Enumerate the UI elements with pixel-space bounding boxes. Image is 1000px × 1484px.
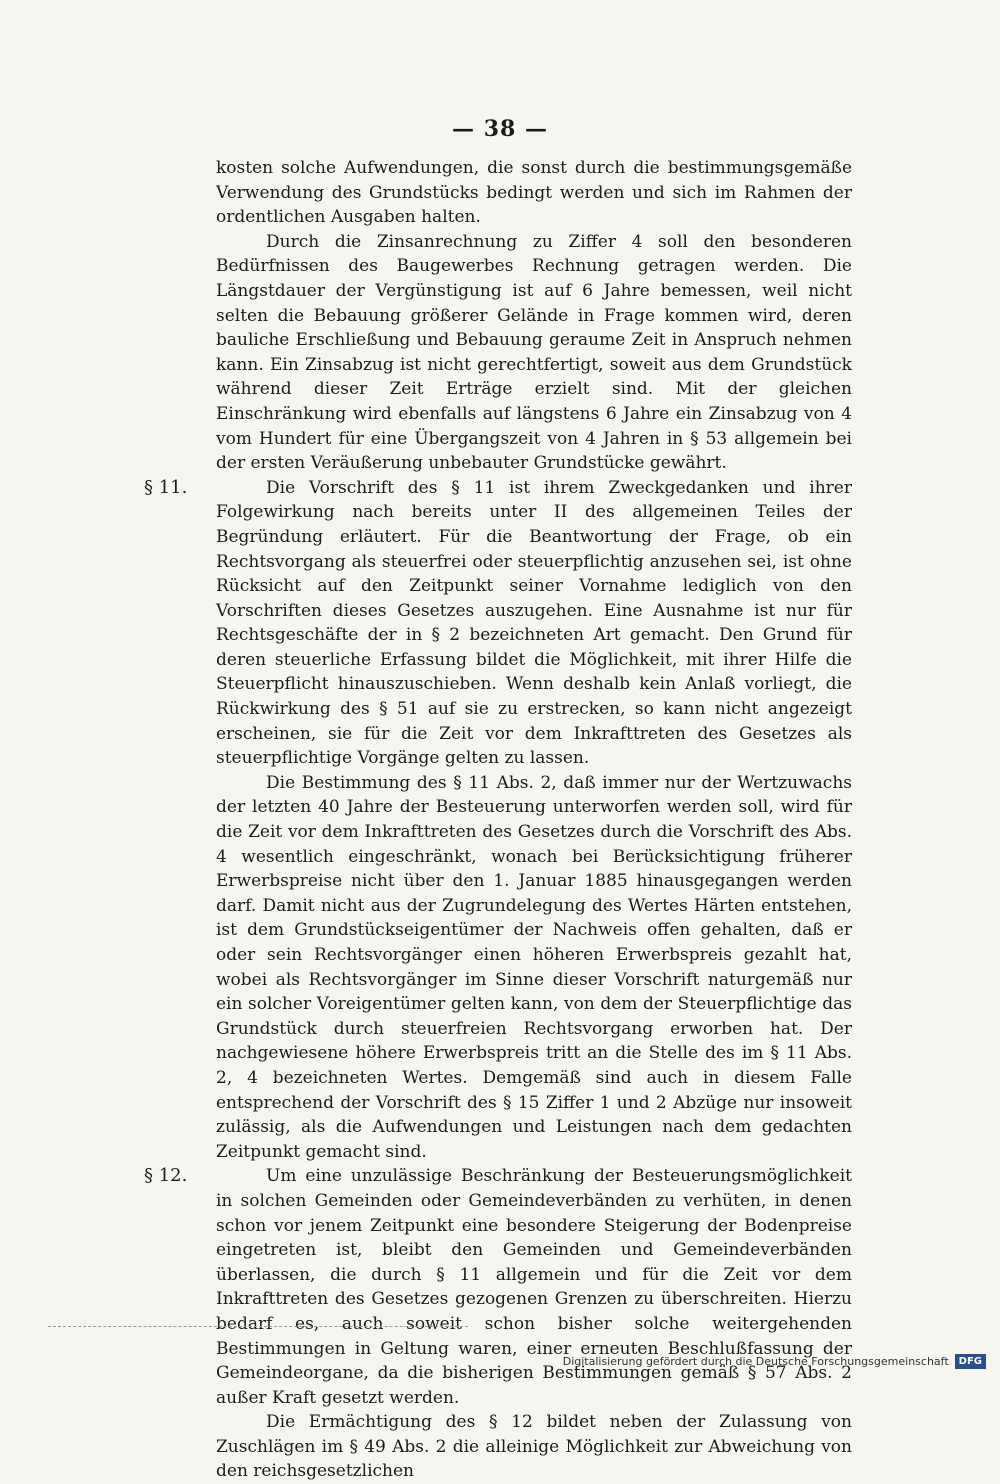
paragraph xyxy=(216,771,852,1165)
paragraph-section-11 xyxy=(144,476,852,771)
section-label: § 12. xyxy=(144,1165,188,1187)
paragraph-text: Durch die Zinsanrechnung zu Ziffer 4 soll den besonderen Bedürfnissen des Baugewerbes Rechnung getragen werden. Die Längstdauer der Vergünstigung ist auf 6 Jahre bemessen, weil nicht selten die Bebauung größerer Gelände in Frage kommen wird, deren bauliche Erschließung und Bebauung geraume Zeit in Anspruch nehmen kann. Ein Zinsabzug ist nicht gerechtfertigt, soweit aus dem Grundstück während dieser Zeit Erträge erzielt sind. Mit der gleichen Einschränkung wird ebenfalls auf längstens 6 Jahre ein Zinsabzug von 4 vom Hundert für eine Übergangszeit von 4 Jahren in § 53 allgemein bei der ersten Veräußerung unbebauter Grundstücke gewährt. xyxy=(216,231,852,474)
paragraph-text: Die Ermächtigung des § 12 bildet neben der Zulassung von Zuschlägen im § 49 Abs. 2 die alleinige Möglichkeit zur Abweichung von den reichsgesetzlichen xyxy=(216,1412,852,1482)
paragraph-section-12 xyxy=(144,1164,852,1410)
paragraph xyxy=(216,1410,852,1484)
dfg-logo-icon: DFG xyxy=(955,1354,986,1369)
paragraph-text: kosten solche Aufwendungen, die sonst durch die bestimmungsgemäße Verwendung des Grundstücks bedingt werden und sich im Rahmen der ordentlichen Ausgaben halten. xyxy=(216,158,852,228)
footer-rule xyxy=(48,1326,468,1327)
section-label: § 11. xyxy=(144,476,188,498)
footer-credit: Digitalisierung gefördert durch die Deutsche Forschungsgemeinschaft xyxy=(562,1355,949,1368)
footer xyxy=(563,1354,986,1369)
paragraph xyxy=(216,156,852,230)
paragraph-text: Die Bestimmung des § 11 Abs. 2, daß immer nur der Wertzuwachs der letzten 40 Jahre der Besteuerung unterworfen werden soll, wird für die Zeit vor dem Inkrafttreten des Gesetzes durch die Vorschrift des Abs. 4 wesentlich eingeschränkt, wonach bei Berücksichtigung früherer Erwerbspreise nicht über den 1. Januar 1885 hinausgegangen werden darf. Damit nicht aus der Zugrundelegung des Wertes Härten entstehen, ist dem Grundstückseigentümer der Nachweis offen gehalten, daß er oder sein Rechtsvorgänger einen höheren Erwerbspreis gezahlt hat, wobei als Rechtsvorgänger im Sinne dieser Vorschrift naturgemäß nur ein solcher Voreigentümer gelten kann, von dem der Steuerpflichtige das Grundstück durch steuerfreien Rechtsvorgang erworben hat. Der nachgewiesene höhere Erwerbspreis tritt an die Stelle des im § 11 Abs. 2, 4 bezeichneten Wertes. Demgemäß sind auch in diesem Falle entsprechend der Vorschrift des § 15 Ziffer 1 und 2 Abzüge nur insoweit zulässig, als die Aufwendungen und Leistungen nach dem gedachten Zeitpunkt gemacht sind. xyxy=(216,772,852,1162)
paragraph xyxy=(216,230,852,476)
paragraph-text: Die Vorschrift des § 11 ist ihrem Zweckgedanken und ihrer Folgewirkung nach bereits unter II des allgemeinen Teiles der Begründung erläutert. Für die Beantwortung der Frage, ob ein Rechtsvorgang als steuerfrei oder steuerpflichtig anzusehen sei, ist ohne Rücksicht auf den Zeitpunkt seiner Vornahme lediglich von den Vorschriften dieses Gesetzes auszugehen. Eine Ausnahme ist nur für Rechtsgeschäfte der in § 2 bezeichneten Art gemacht. Den Grund für deren steuerliche Erfassung bildet die Möglichkeit, mit ihrer Hilfe die Steuerpflicht hinauszuschieben. Wenn deshalb kein Anlaß vorliegt, die Rückwirkung des § 51 auf sie zu erstrecken, so kann nicht angezeigt erscheinen, sie für die Zeit vor dem Inkrafttreten des Gesetzes als steuerpflichtige Vorgänge gelten zu lassen. xyxy=(216,477,852,769)
page-number: — 38 — xyxy=(452,116,548,142)
paragraph-text: Um eine unzulässige Beschränkung der Besteuerungsmöglichkeit in solchen Gemeinden oder Gemeindeverbänden zu verhüten, in denen schon vor jenem Zeitpunkt eine besondere Steigerung der Bodenpreise eingetreten ist, bleibt den Gemeinden und Gemeindeverbänden überlassen, die durch § 11 allgemein und für die Zeit vor dem Inkrafttreten des Gesetzes gezogenen Grenzen zu überschreiten. Hierzu bedarf es, auch soweit schon bisher solche weitergehenden Bestimmungen in Geltung waren, einer erneuten Beschlußfassung der Gemeindeorgane, da die bisherigen Bestimmungen gemäß § 57 Abs. 2 außer Kraft gesetzt werden. xyxy=(216,1166,852,1408)
body-text xyxy=(144,156,852,1484)
